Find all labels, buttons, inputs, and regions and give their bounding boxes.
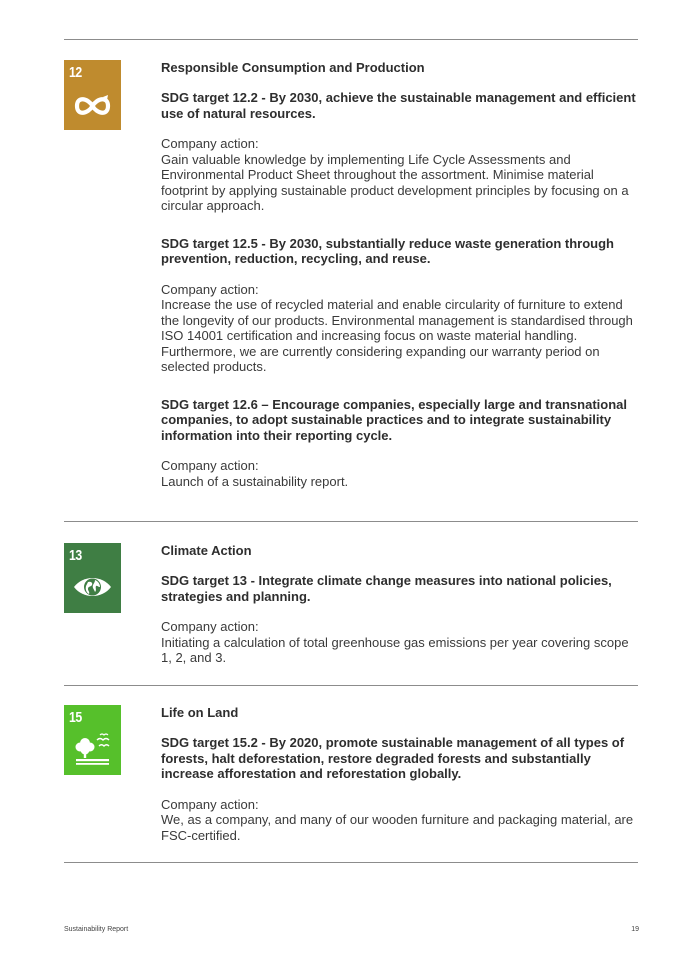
target-heading: SDG target 15.2 - By 2020, promote sustainable management of all types of forests, halt deforestation, restore degraded forests and substantially increase afforestation and reforestation globally. [161,735,625,781]
tree-birds-icon [64,705,121,775]
target-heading: SDG target 13 - Integrate climate change measures into national policies, strategies and planning. [161,573,612,604]
footer-report-title: Sustainability Report [64,926,129,933]
sdg-13-number: 13 [69,547,82,564]
company-action-label: Company action: [161,458,259,473]
section-divider [64,685,638,686]
target-heading: SDG target 12.5 - By 2030, substantially reduce waste generation through prevention, reduction, recycling, and reuse. [161,235,614,266]
section-divider [64,521,638,522]
footer-page-number: 19 [631,926,639,933]
sdg-13-content [161,543,639,666]
sdg-12-number: 12 [69,64,82,81]
section-title: Responsible Consumption and Production [161,60,425,75]
company-action-label: Company action: [161,281,259,297]
section-title: Life on Land [161,705,239,720]
infinity-loop-icon [64,60,121,130]
company-action-text: Increase the use of recycled material and enable circularity of furniture to extend the longevity of our products. Environmental management is standardised through ISO 14001 certification and increasing focus on waste material handling. Furthermore, we are currently considering expanding our warranty period on selected products. [161,297,633,374]
sdg-15-number: 15 [69,709,82,726]
sdg-13-badge [64,543,121,613]
company-action-label: Company action: [161,619,259,634]
sdg-15-badge [64,705,121,775]
target-heading: SDG target 12.6 – Encourage companies, especially large and transnational companies, to adopt sustainable practices and to integrate sustainability information into their reporting cycle. [161,396,628,443]
target-heading: SDG target 12.2 - By 2030, achieve the sustainable management and efficient use of natural resources. [161,90,636,121]
sdg-12-badge [64,60,121,130]
sdg-12-content [161,60,639,489]
company-action-text: Launch of a sustainability report. [161,473,349,489]
eye-globe-icon [64,543,121,613]
company-action-label: Company action: [161,796,259,812]
company-action-label: Company action: [161,136,259,151]
section-title: Climate Action [161,543,252,558]
company-action-text: Initiating a calculation of total greenhouse gas emissions per year covering scope 1, 2, and 3. [161,634,629,665]
sdg-15-content [161,705,639,843]
bottom-divider [64,862,638,863]
top-divider [64,39,638,40]
company-action-text: We, as a company, and many of our wooden furniture and packaging material, are FSC-certified. [161,812,634,843]
company-action-text: Gain valuable knowledge by implementing Life Cycle Assessments and Environmental Product Sheet throughout the assortment. Minimise material footprint by applying sustainable product development principles by focusing on a circular approach. [161,151,629,213]
